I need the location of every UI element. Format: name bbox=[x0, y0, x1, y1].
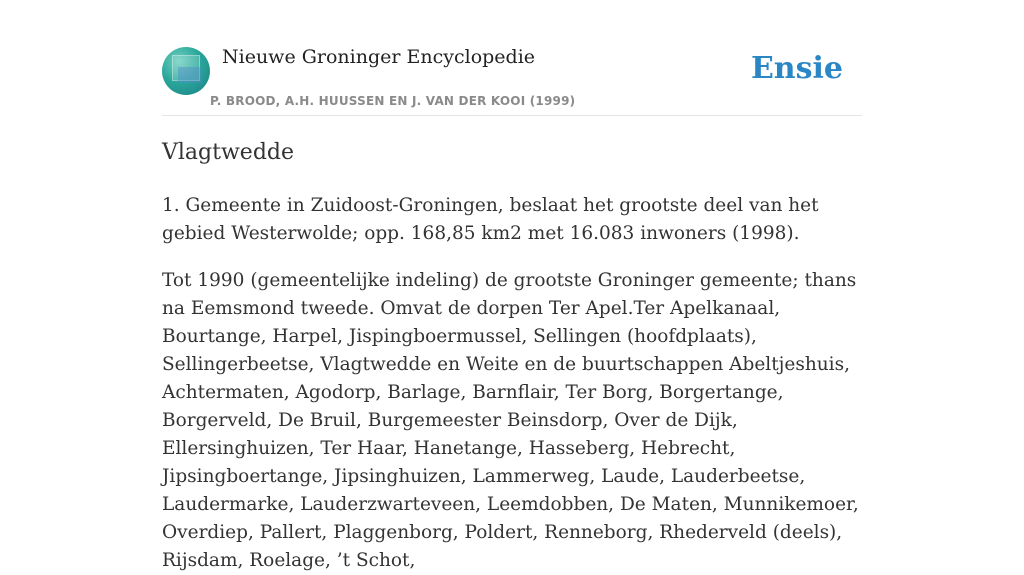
logo-detail-secondary bbox=[178, 67, 202, 83]
entry-paragraph-1: 1. Gemeente in Zuidoost-Groningen, beslaat het grootste deel van het gebied Westerwolde; opp. 168,85 km2 met 16.083 inwoners (1998). bbox=[162, 195, 819, 244]
page-container bbox=[162, 0, 862, 571]
entry-paragraph-2: Tot 1990 (gemeentelijke indeling) de grootste Groninger gemeente; thans na Eemsmond tweede. Omvat de dorpen Ter Apel.Ter Apelkanaal, Bourtange, Harpel, Jispingboermussel, Sellingen (hoofdplaats), Sellingerbeetse, Vlagtwedde en Weite en de buurtschappen Abeltjeshuis, Achtermaten, Agodorp, Barlage, Barnflair, Ter Borg, Borgertange, Borgerveld, De Bruil, Burgemeester Beinsdorp, Over de Dijk, Ellersinghuizen, Ter Haar, Hanetange, Hasseberg, Hebrecht, Jipsingboertange, Jipsinghuizen, Lammerweg, Laude, Lauderbeetse, Laudermarke, Lauderzwarteveen, Leemdobben, De Maten, Munnikemoer, Overdiep, Pallert, Plaggenborg, Poldert, Renneborg, Rhederveld (deels), Rijsdam, Roelage, ’t Schot, bbox=[162, 270, 859, 571]
entry-title: Vlagtwedde bbox=[162, 140, 294, 165]
header bbox=[162, 0, 862, 116]
brand-logo[interactable]: Ensie bbox=[750, 51, 843, 86]
book-cover-logo-icon[interactable] bbox=[162, 47, 210, 95]
site-title[interactable]: Nieuwe Groninger Encyclopedie bbox=[222, 46, 536, 68]
authors-line: P. BROOD, A.H. HUUSSEN EN J. VAN DER KOOI (1999) bbox=[210, 94, 576, 108]
